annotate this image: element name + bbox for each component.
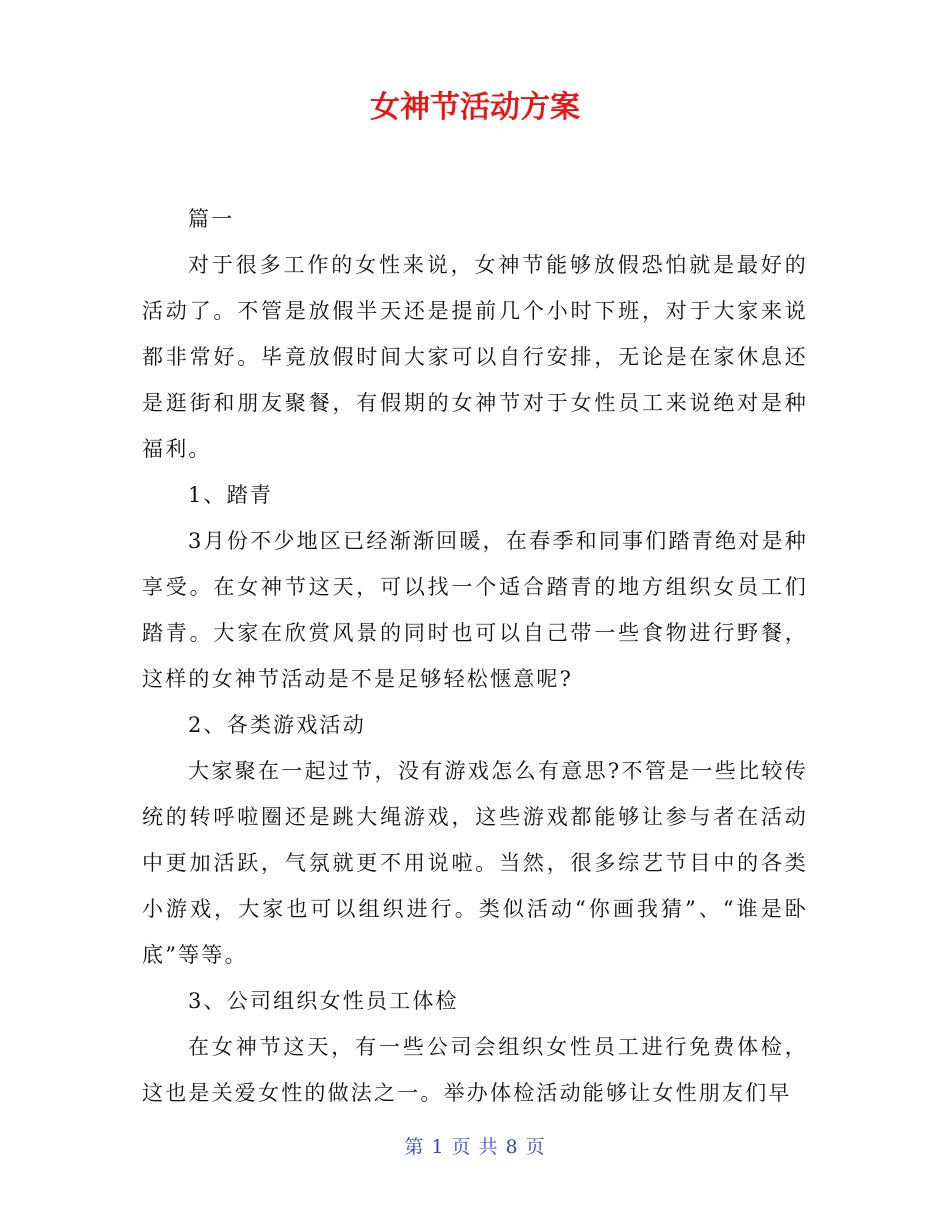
section-heading-checkup: 3、公司组织女性员工体检: [188, 989, 459, 1013]
section-heading-games: 2、各类游戏活动: [188, 713, 366, 737]
paragraph-checkup: 在女神节这天，有一些公司会组织女性员工进行免费体检，这也是关爱女性的做法之一。举办体检活动能够让女性朋友们早: [142, 1035, 808, 1105]
paragraph-intro: 对于很多工作的女性来说，女神节能够放假恐怕就是最好的活动了。不管是放假半天还是提前几个小时下班，对于大家来说都非常好。毕竟放假时间大家可以自行安排，无论是在家休息还是逛街和朋友聚餐，有假期的女神节对于女性员工来说绝对是种福利。: [142, 253, 808, 461]
page-footer: 第 1 页 共 8 页: [404, 1136, 546, 1158]
section-heading-outing: 1、踏青: [188, 483, 274, 507]
page-title: 女神节活动方案: [370, 90, 580, 125]
document-body: [142, 196, 808, 1116]
paragraph-outing: 3月份不少地区已经渐渐回暖，在春季和同事们踏青绝对是种享受。在女神节这天，可以找一个适合踏青的地方组织女员工们踏青。大家在欣赏风景的同时也可以自己带一些食物进行野餐，这样的女神节活动是不是足够轻松惬意呢?: [142, 529, 808, 691]
paragraph-games: 大家聚在一起过节，没有游戏怎么有意思?不管是一些比较传统的转呼啦圈还是跳大绳游戏，这些游戏都能够让参与者在活动中更加活跃，气氛就更不用说啦。当然，很多综艺节目中的各类小游戏，大家也可以组织进行。类似活动“你画我猜”、“谁是卧底”等等。: [142, 759, 808, 967]
section-heading-part-one: 篇一: [188, 207, 235, 231]
